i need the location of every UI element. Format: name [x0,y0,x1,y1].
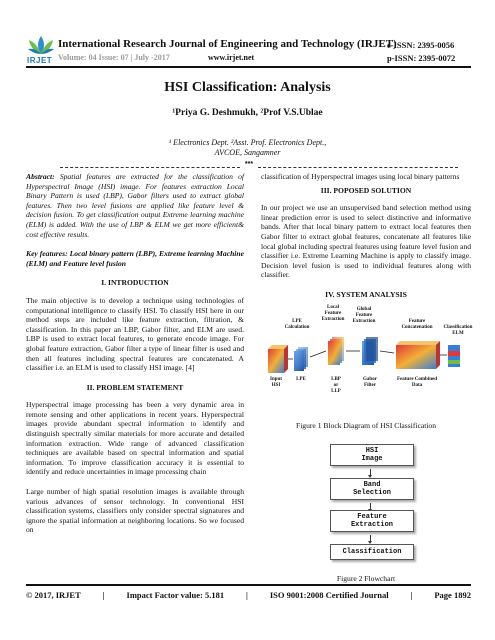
label-classification-elm: Classification ELM [443,325,473,336]
right-column [261,172,471,308]
footer-divider: | [246,590,248,600]
label-local-feature-extraction: Local Feature Extraction [321,305,345,322]
e-issn: e-ISSN: 2395-0056 [387,40,455,50]
page-footer [26,590,471,600]
solution-text: In our project we use an unsupervised band selection method using linear prediction error is used to select distinctive and informative bands. After that local binary pattern to extract local features then Gabor filter to extract global features, concatenate all features like local global including spectral features using feature level fusion and classifier i.e. Extreme Learning Machine is apply to classify image. Decision level fusion is used to individual features along with classifier. [261,203,471,280]
journal-website-link[interactable]: www.irjet.net [208,53,255,62]
problem-text-2: Large number of high spatial resolution images is available through various advances of sensor technology. In conventional HSI classification systems, classifiers only consider spectral signatures and ignore the spatial information at neighboring locations. So we focused on [26,487,244,535]
journal-title: International Research Journal of Engineering and Technology (IRJET) [58,38,397,50]
flow-box-feature-extraction: Feature Extraction [330,510,414,532]
label-input-hsi: Input HSI [270,377,282,388]
label-global-feature-extraction: Global Feature Extraction [352,307,376,324]
flow-box-band-selection: Band Selection [330,478,414,500]
figure-1-caption: Figure 1 Block Diagram of HSI Classification [295,421,437,430]
flow-arrow-2 [370,503,371,510]
separator-line-left [60,167,240,168]
abstract [26,172,244,239]
label-lpe: LPE [296,377,306,382]
label-gabor-filter: Gabor Filter [363,377,377,388]
page-header [0,0,495,70]
header-rule [26,66,471,68]
flow-arrow-1 [370,469,371,476]
classification-map-icon [448,345,460,367]
section-heading-introduction: I. INTRODUCTION [101,278,169,288]
label-lbp-llp: LBP or LLP [331,377,341,394]
combined-feature-cube-icon [396,341,440,369]
keywords: Key features: Local binary pattern (LBP), Extreme learning Machine (ELM) and Feature level fusion [26,249,244,268]
label-lpe-calculation: LPE Calculation [284,319,310,330]
figure-2-caption: Figure 2 Flowchart [336,574,396,583]
footer-divider: | [102,590,105,600]
footer-divider: | [410,590,413,600]
footer-impact-factor: Impact Factor value: 5.181 [126,590,225,600]
section-heading-problem: II. PROBLEM STATEMENT [86,382,184,392]
flow-box-hsi-image: HSI Image [330,444,414,466]
abstract-label: Abstract: [26,172,55,181]
p-issn: p-ISSN: 2395-0072 [387,53,456,63]
affiliation-line-1: ¹ Electronics Dept. ²Asst. Prof. Electronics Dept., [168,138,327,147]
section-heading-analysis: IV. SYSTEM ANALYSIS [325,289,407,299]
section-heading-solution: III. POPOSED SOLUTION [320,185,412,195]
abstract-text: Spatial features are extracted for the classification of Hyperspectral Image (HSI) image. For features extraction Local Binary Pattern is used (LBP), Gabor filters used to extract global features. Then two level fusions are applied like feature level & decision fusion. To get classification output Extreme learning machine (ELM) is added. With the use of LBP & ELM we get more efficient& cost effective results. [26,172,244,239]
volume-info: Volume: 04 Issue: 07 | July -2017 [58,53,170,62]
figure-2-flowchart [330,444,414,568]
footer-iso: ISO 9001:2008 Certified Journal [269,590,389,600]
lbp-stack-icon [328,337,344,365]
separator-line-right [258,167,458,168]
affiliation-line-2: AVCOE, Sangamner [214,148,281,157]
input-hsi-cube-icon [268,345,288,373]
figure-1-block-diagram [264,305,474,415]
introduction-text: The main objective is to develop a technique using technologies of computational intelligence to classify HSI. To classify HSI here in our method steps are included like feature extraction, filtration, & classification. In this paper an LBP, Gabor filter, and ELM are used. LBP is used to extract local features, to generate encode image. For global feature extraction, Gabor filter a type of linear filter is used and then all features including spectral features are concatenated. A classifier i.e. an ELM is used to classify HSI image. [4] [26,295,244,373]
paper-title: HSI Classification: Analysis [164,80,331,95]
left-column [26,172,244,535]
lpe-stack-icon [294,347,308,371]
problem-text-1: Hyperspectral image processing has been a very dynamic area in remote sensing and other applications in recent years. Hyperspectral images provide abundant spectral information to identify and distinguish spectrally similar materials for more accurate and detailed information extraction. Wide range of advanced classification techniques are available based on spectral information and spatial information. To improve classification accuracy it is essential to identify and reduce uncertainties in image processing chain [26,400,244,477]
footer-copyright: © 2017, IRJET [26,590,81,600]
footer-page-number: Page 1892 [434,590,471,600]
gabor-stack-icon [362,337,378,365]
label-feature-concatenation: Feature Concatenation [401,319,433,330]
footer-rule [26,584,471,586]
label-feature-combined-data: Feature Combined Data [396,377,438,388]
separator-stars: *** [244,161,254,168]
logo-text: IRJET [27,56,53,65]
continued-text: classification of Hyperspectral images using local binary patterns [261,172,460,181]
flow-arrow-3 [370,535,371,542]
paper-authors: ¹Priya G. Deshmukh, ²Prof V.S.Ublae [172,108,323,118]
flow-box-classification: Classification [330,544,414,560]
